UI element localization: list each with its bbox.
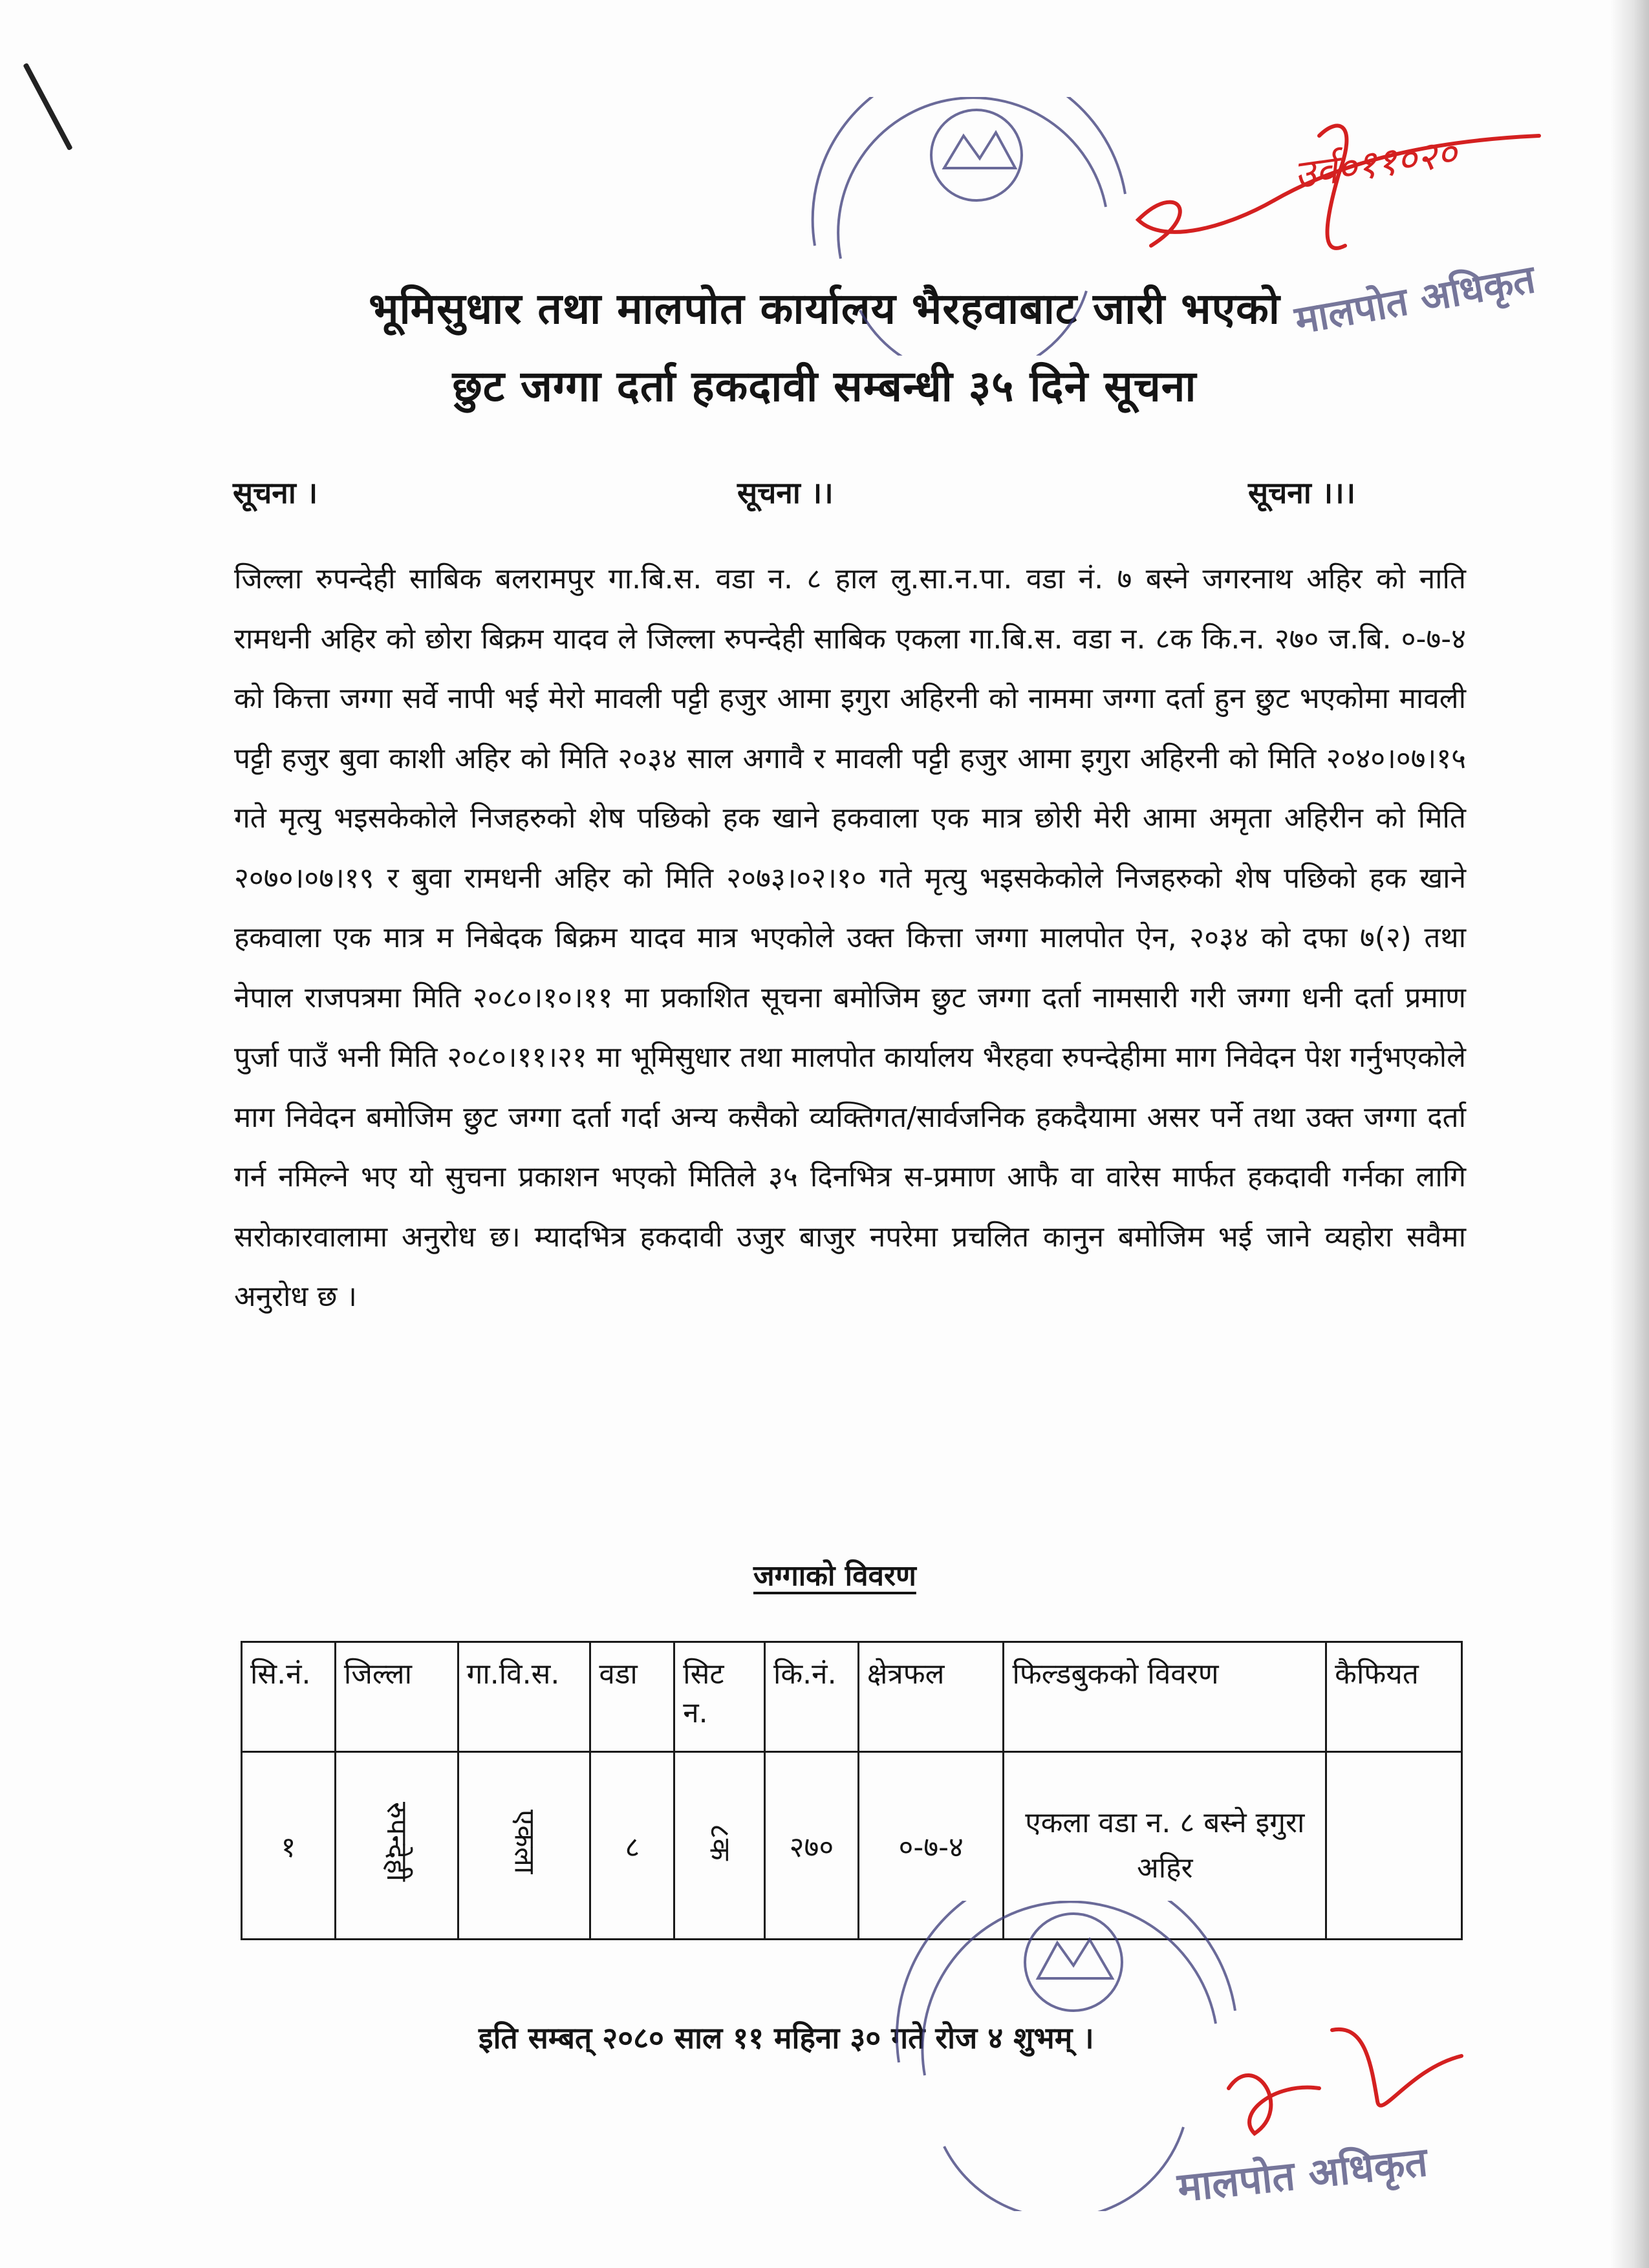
header-area: क्षेत्रफल — [858, 1642, 1004, 1752]
header-serial: सि.नं. — [242, 1642, 336, 1752]
header-ward: वडा — [590, 1642, 674, 1752]
signature-bottom — [1216, 2004, 1487, 2149]
cell-district — [335, 1752, 458, 1940]
cell-sheet-no-text: ८क — [703, 1823, 737, 1861]
cell-remarks — [1326, 1752, 1462, 1940]
table-header-row — [242, 1642, 1462, 1752]
table-row — [242, 1752, 1462, 1940]
cell-sheet-no — [674, 1752, 765, 1940]
land-details-table — [241, 1641, 1463, 1940]
header-remarks: कैफियत — [1326, 1642, 1462, 1752]
cell-ward: ८ — [590, 1752, 674, 1940]
header-sheet-no: सिट न. — [674, 1642, 765, 1752]
cell-district-text: रुपन्देही — [380, 1802, 414, 1882]
header-district: जिल्ला — [335, 1642, 458, 1752]
signature-top — [1125, 97, 1649, 306]
notice-body: जिल्ला रुपन्देही साबिक बलरामपुर गा.बि.स. वडा न. ८ हाल लु.सा.न.पा. वडा नं. ७ बस्ने जगरनाथ अहिर को नाति रामधनी अहिर को छोरा बिक्रम यादव ले जिल्ला रुपन्देही साबिक एकला गा.बि.स. वडा न. ८क कि.न. २७० ज.बि. ०-७-४ को कित्ता जग्गा सर्वे नापी भई मेरो मावली पट्टी हजुर आमा इगुरा अहिरनी को नाममा जग्गा दर्ता हुन छुट भएकोमा मावली पट्टी हजुर बुवा काशी अहिर को मिति २०३४ साल अगावै र मावली पट्टी हजुर आमा इगुरा अहिरनी को मिति २०४०।०७।१५ गते मृत्यु भइसकेकोले निजहरुको शेष पछिको हक खाने हकवाला एक मात्र छोरी मेरी आमा अमृता अहिरीन को मिति २०७०।०७।१९ र बुवा रामधनी अहिर को मिति २०७३।०२।१० गते मृत्यु भइसकेकोले निजहरुको शेष पछिको हक खाने हकवाला एक मात्र म निबेदक बिक्रम यादव मात्र भएकोले उक्त कित्ता जग्गा मालपोत ऐन, २०३४ को दफा ७(२) तथा नेपाल राजपत्रमा मिति २०८०।१०।११ मा प्रकाशित सूचना बमोजिम छुट जग्गा दर्ता नामसारी गरी जग्गा धनी दर्ता प्रमाण पुर्जा पाउँ भनी मिति २०८०।११।२१ मा भूमिसुधार तथा मालपोत कार्यालय भैरहवा रुपन्देहीमा माग निवेदन पेश गर्नुभएकोले माग निवेदन बमोजिम छुट जग्गा दर्ता गर्दा अन्य कसैको व्यक्तिगत/सार्वजनिक हकदैयामा असर पर्ने तथा उक्त जग्गा दर्ता गर्न नमिल्ने भए यो सुचना प्रकाशन भएको मितिले ३५ दिनभित्र स-प्रमाण आफै वा वारेस मार्फत हकदावी गर्नका लागि सरोकारवालामा अनुरोध छ। म्यादभित्र हकदावी उजुर बाजुर नपरेमा प्रचलित कानुन बमोजिम भई जाने व्यहोरा सवैमा अनुरोध छ । — [234, 562, 1466, 1313]
notice-label-1: सूचना । — [233, 475, 318, 510]
cell-serial: १ — [242, 1752, 336, 1940]
seal-emblem-icon — [802, 97, 1138, 356]
land-details-heading: जग्गाको विवरण — [753, 1559, 916, 1592]
cell-vdc-text: एकला — [508, 1810, 541, 1874]
official-stamp-bottom: मालपोत अधिकृत — [1175, 2137, 1430, 2212]
signature-mark-icon — [1216, 2004, 1487, 2146]
notice-label-2: सूचना ।। — [737, 475, 834, 510]
office-seal-top — [802, 97, 1138, 356]
header-fieldbook: फिल्डबुकको विवरण — [1004, 1642, 1326, 1752]
cell-area: ०-७-४ — [858, 1752, 1004, 1940]
notice-label-3: सूचना ।।। — [1248, 475, 1356, 510]
scan-edge-shadow — [1610, 0, 1649, 2268]
cell-fieldbook: एकला वडा न. ८ बस्ने इगुरा अहिर — [1004, 1752, 1326, 1940]
header-vdc: गा.वि.स. — [458, 1642, 590, 1752]
handwritten-reference: उर्व०११०२० — [1291, 130, 1460, 198]
cell-vdc — [458, 1752, 590, 1940]
notice-title-line2: छुट जग्गा दर्ता हकदावी सम्बन्धी ३५ दिने सूचना — [452, 361, 1197, 411]
signature-mark-icon — [1125, 97, 1649, 304]
official-stamp-top: मालपोत अधिकृत — [1291, 256, 1539, 344]
header-plot-no: कि.नं. — [764, 1642, 858, 1752]
notice-title-line1: भूमिसुधार तथा मालपोत कार्यालय भैरहवाबाट जारी भएको — [369, 284, 1280, 334]
notice-footer-date: इति सम्बत् २०८० साल ११ महिना ३० गते रोज ४ शुभम् । — [479, 2020, 1094, 2055]
pen-mark — [23, 63, 72, 151]
cell-plot-no: २७० — [764, 1752, 858, 1940]
